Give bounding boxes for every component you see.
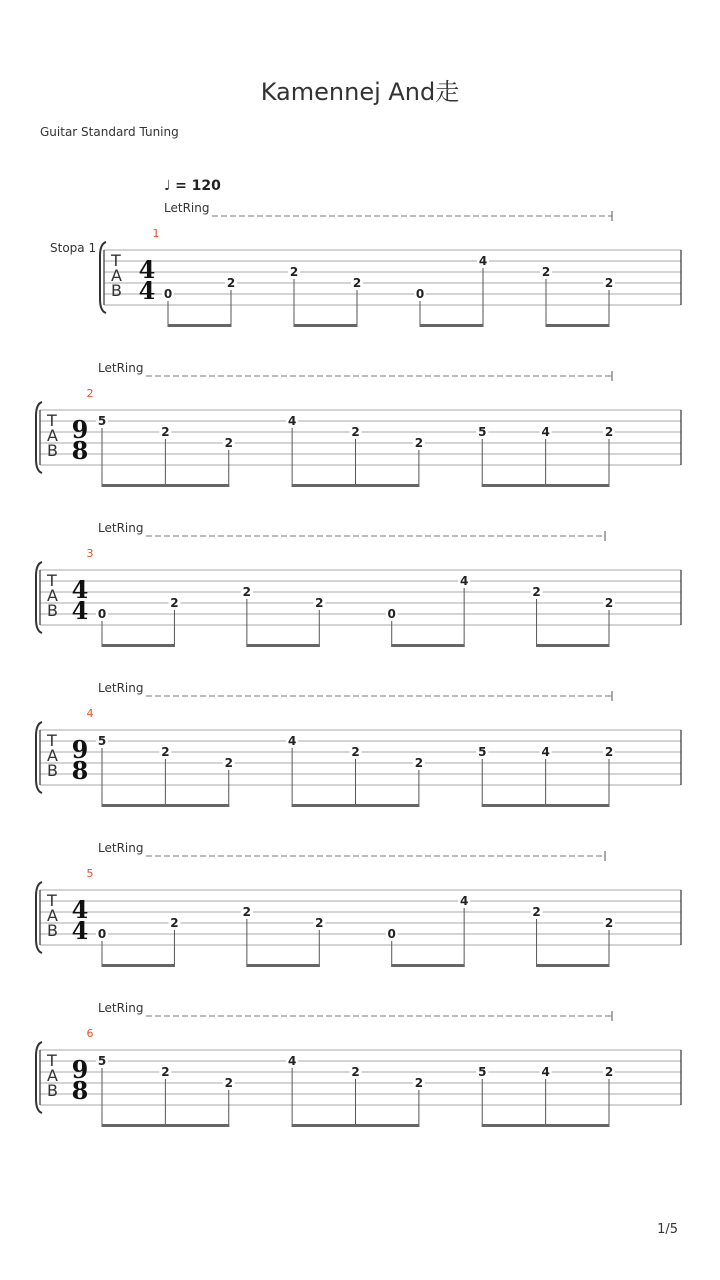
staff-bracket <box>36 882 42 953</box>
fret-number: 4 <box>287 734 297 748</box>
fret-number: 2 <box>161 745 170 759</box>
fret-number: 2 <box>170 916 179 930</box>
let-ring-label: LetRing <box>98 1001 144 1015</box>
fret-number: 5 <box>478 1065 487 1079</box>
measure-number: 3 <box>86 547 94 560</box>
fret-number: 4 <box>541 745 550 759</box>
fret-number: 4 <box>541 1065 550 1079</box>
note-beam <box>482 1124 610 1127</box>
fret-number: 2 <box>604 1065 614 1079</box>
time-signature-bottom: 4 <box>71 596 89 625</box>
staff-bracket <box>36 402 42 473</box>
fret-number: 4 <box>459 574 469 588</box>
note-beam <box>536 964 609 967</box>
fret-number: 2 <box>541 265 551 279</box>
time-signature-top: 4 <box>71 575 89 604</box>
time-signature-top: 4 <box>138 255 156 284</box>
fret-number: 2 <box>351 1065 360 1079</box>
time-signature-bottom: 4 <box>71 916 89 945</box>
let-ring-label: LetRing <box>98 361 144 375</box>
fret-number: 4 <box>287 414 297 428</box>
fret-number: 2 <box>226 276 236 290</box>
fret-number: 2 <box>224 436 233 450</box>
fret-number: 2 <box>351 745 360 759</box>
quarter-note-icon: ♩ <box>164 178 171 194</box>
page-number: 1/5 <box>657 1222 678 1237</box>
fret-number: 5 <box>97 414 107 428</box>
tab-clef-letter: T <box>47 891 57 910</box>
fret-number: 5 <box>97 1054 107 1068</box>
fret-number: 4 <box>541 425 550 439</box>
measure-number: 2 <box>86 387 94 400</box>
time-signature-top: 9 <box>71 415 89 444</box>
let-ring-label: LetRing <box>164 201 210 215</box>
measure-number: 5 <box>86 867 94 880</box>
fret-number: 5 <box>478 425 487 439</box>
tab-clef-letter: A <box>47 1066 58 1085</box>
time-signature-top: 4 <box>71 895 89 924</box>
fret-number: 2 <box>414 756 424 770</box>
note-beam <box>246 644 319 647</box>
fret-number: 2 <box>315 596 324 610</box>
note-beam <box>246 964 319 967</box>
staff-bracket <box>100 242 106 313</box>
note-beam <box>546 324 610 327</box>
tab-clef-letter: B <box>47 441 58 460</box>
fret-number: 2 <box>604 276 614 290</box>
tab-clef-letter: B <box>47 601 58 620</box>
note-beam <box>168 324 232 327</box>
fret-number: 0 <box>387 607 396 621</box>
tab-clef-letter: T <box>47 1051 57 1070</box>
tab-clef-letter: B <box>47 921 58 940</box>
fret-number: 2 <box>351 425 360 439</box>
tempo-value: = 120 <box>175 178 221 194</box>
tab-clef-letter: T <box>47 411 57 430</box>
tab-clef-letter: B <box>47 1081 58 1100</box>
measure-number: 4 <box>86 707 94 720</box>
fret-number: 2 <box>161 1065 170 1079</box>
time-signature-bottom: 8 <box>71 436 89 465</box>
fret-number: 2 <box>315 916 324 930</box>
note-beam <box>482 804 610 807</box>
staff-bracket <box>36 1042 42 1113</box>
fret-number: 2 <box>242 905 252 919</box>
note-beam <box>102 804 230 807</box>
time-signature-bottom: 8 <box>71 1076 89 1105</box>
fret-number: 0 <box>97 927 107 941</box>
fret-number: 2 <box>242 585 252 599</box>
note-beam <box>102 964 175 967</box>
note-beam <box>102 1124 230 1127</box>
fret-number: 2 <box>170 596 179 610</box>
tab-clef-letter: A <box>47 906 58 925</box>
fret-number: 2 <box>604 596 614 610</box>
song-title: Kamennej And走 <box>260 78 460 106</box>
fret-number: 5 <box>478 745 487 759</box>
tab-clef-letter: B <box>111 281 122 300</box>
note-beam <box>391 644 464 647</box>
fret-number: 2 <box>224 1076 233 1090</box>
note-beam <box>292 1124 420 1127</box>
fret-number: 0 <box>387 927 396 941</box>
staff-bracket <box>36 562 42 633</box>
let-ring-label: LetRing <box>98 841 144 855</box>
let-ring-label: LetRing <box>98 681 144 695</box>
fret-number: 0 <box>163 287 173 301</box>
fret-number: 4 <box>287 1054 297 1068</box>
note-beam <box>102 644 175 647</box>
time-signature-bottom: 8 <box>71 756 89 785</box>
fret-number: 2 <box>604 745 614 759</box>
tab-clef-letter: A <box>111 266 122 285</box>
fret-number: 2 <box>604 916 614 930</box>
tab-clef-letter: T <box>111 251 121 270</box>
fret-number: 2 <box>532 585 541 599</box>
fret-number: 2 <box>352 276 362 290</box>
note-beam <box>420 324 484 327</box>
fret-number: 2 <box>161 425 170 439</box>
fret-number: 0 <box>415 287 425 301</box>
fret-number: 2 <box>414 436 424 450</box>
tab-clef-letter: A <box>47 426 58 445</box>
measure-number: 6 <box>86 1027 94 1040</box>
tuning-label: Guitar Standard Tuning <box>40 125 179 139</box>
tab-clef-letter: T <box>47 731 57 750</box>
time-signature-top: 9 <box>71 735 89 764</box>
time-signature-top: 9 <box>71 1055 89 1084</box>
fret-number: 4 <box>478 254 488 268</box>
fret-number: 0 <box>97 607 107 621</box>
fret-number: 2 <box>414 1076 424 1090</box>
note-beam <box>102 484 230 487</box>
note-beam <box>536 644 609 647</box>
note-beam <box>294 324 358 327</box>
tab-clef-letter: A <box>47 586 58 605</box>
let-ring-label: LetRing <box>98 521 144 535</box>
tab-clef-letter: B <box>47 761 58 780</box>
time-signature-bottom: 4 <box>138 276 156 305</box>
tab-clef-letter: T <box>47 571 57 590</box>
fret-number: 2 <box>604 425 614 439</box>
fret-number: 2 <box>289 265 299 279</box>
track-name: Stopa 1 <box>50 241 97 255</box>
note-beam <box>292 804 420 807</box>
tab-clef-letter: A <box>47 746 58 765</box>
staff-bracket <box>36 722 42 793</box>
fret-number: 2 <box>224 756 233 770</box>
fret-number: 2 <box>532 905 541 919</box>
note-beam <box>391 964 464 967</box>
fret-number: 5 <box>97 734 107 748</box>
fret-number: 4 <box>459 894 469 908</box>
note-beam <box>482 484 610 487</box>
note-beam <box>292 484 420 487</box>
measure-number: 1 <box>152 227 160 240</box>
